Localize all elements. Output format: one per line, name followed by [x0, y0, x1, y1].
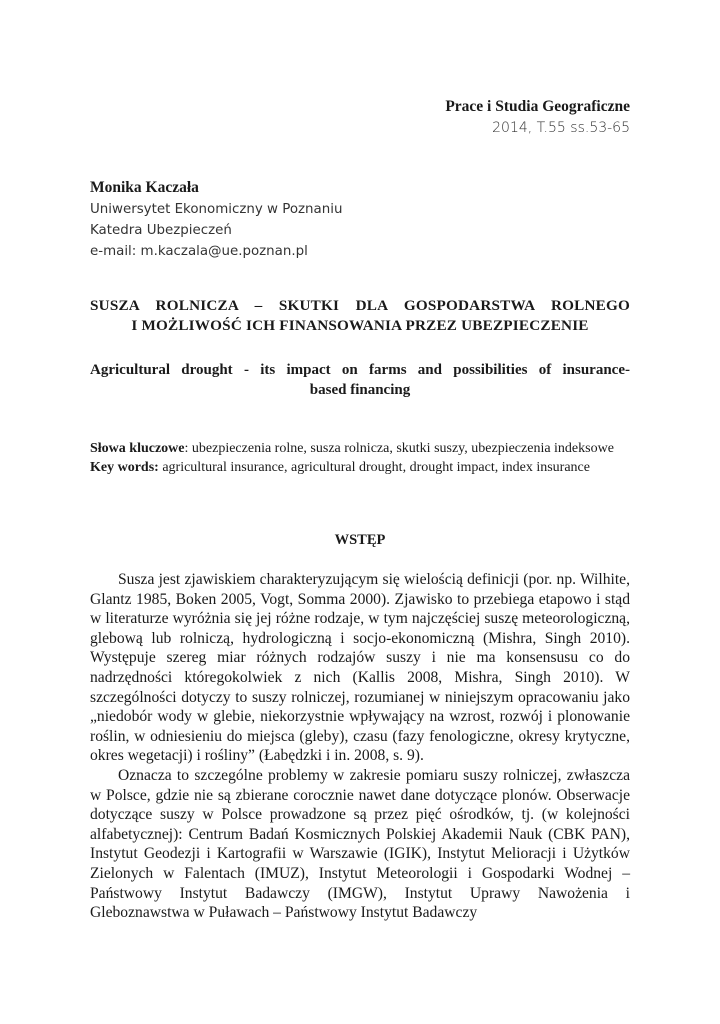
author-name: Monika Kaczała — [90, 179, 199, 196]
journal-header — [445, 96, 630, 139]
title-english-line-1: Agricultural drought - its impact on farms and possibilities of insurance- — [90, 362, 630, 378]
document-page — [90, 0, 630, 1024]
paragraph: Oznacza to szczególne problemy w zakresie pomiaru suszy rolniczej, zwłaszcza w Polsce, gdzie nie są zbierane corocznie nawet dane dotyczące plonów. Obserwacje dotyczące suszy w Polsce prowadzone są przez pięć ośrodków, tj. (w kolejności alfabetycznej): Centrum Badań Kosmicznych Polskiej Akademii Nauk (CBK PAN), Instytut Geodezji i Kartografii w Warszawie (IGIK), Instytut Melioracji i Użytków Zielonych w Falentach (IMUZ), Instytut Meteorologii i Gospodarki Wodnej – Państwowy Instytut Badawczy (IMGW), Instytut Uprawy Nawożenia i Gleboznawstwa w Puławach – Państwowy Instytut Badawczy — [90, 766, 630, 922]
author-email: e-mail: m.kaczala@ue.poznan.pl — [90, 244, 308, 259]
title-polish-line-1: SUSZA ROLNICZA – SKUTKI DLA GOSPODARSTWA ROLNEGO — [90, 297, 630, 314]
keywords-english-label: Key words: — [90, 460, 159, 475]
section-heading: WSTĘP — [334, 532, 386, 548]
keywords-polish-text: : ubezpieczenia rolne, susza rolnicza, skutki suszy, ubezpieczenia indeksowe — [184, 441, 614, 456]
title-polish — [90, 296, 630, 336]
paragraph: Susza jest zjawiskiem charakteryzującym się wielością definicji (por. np. Wilhite, Glantz 1985, Boken 2005, Vogt, Somma 2000). Zjawisko to przebiega etapowo i stąd w literaturze wyróżnia się jej różne rodzaje, w tym najczęściej suszę meteorologiczną, glebową lub rolniczą, hydrologiczną i socjo-ekonomiczną (Mishra, Singh 2010). Występuje szereg miar różnych rodzajów suszy i nie ma konsensusu co do nadrzędności któregokolwiek z nich (Kallis 2008, Mishra, Singh 2010). W szczególności dotyczy to suszy rolniczej, rozumianej w niniejszym opracowaniu jako „niedobór wody w glebie, niekorzystnie wpływający na wzrost, rozwój i plonowanie roślin, w odniesieniu do miejsca (gleby), czasu (fazy fenologiczne, okresy krytyczne, okres wegetacji) i rośliny” (Łabędzki i in. 2008, s. 9). — [90, 571, 630, 765]
journal-name: Prace i Studia Geograficzne — [445, 98, 630, 115]
author-department: Katedra Ubezpieczeń — [90, 223, 232, 238]
title-polish-line-2: I MOŻLIWOŚĆ ICH FINANSOWANIA PRZEZ UBEZPIECZENIE — [131, 317, 589, 334]
journal-issue: 2014, T.55 ss.53-65 — [492, 120, 630, 136]
keywords-polish — [90, 439, 630, 458]
title-english — [90, 360, 630, 400]
title-english-line-2: based financing — [309, 382, 411, 398]
author-block — [90, 177, 342, 262]
keywords-polish-label: Słowa kluczowe — [90, 441, 185, 456]
keywords-english — [90, 458, 630, 477]
keywords-english-text: agricultural insurance, agricultural drought, drought impact, index insurance — [158, 460, 590, 475]
body-text — [90, 570, 630, 923]
keywords-block — [90, 439, 630, 477]
author-university: Uniwersytet Ekonomiczny w Poznaniu — [90, 202, 343, 217]
